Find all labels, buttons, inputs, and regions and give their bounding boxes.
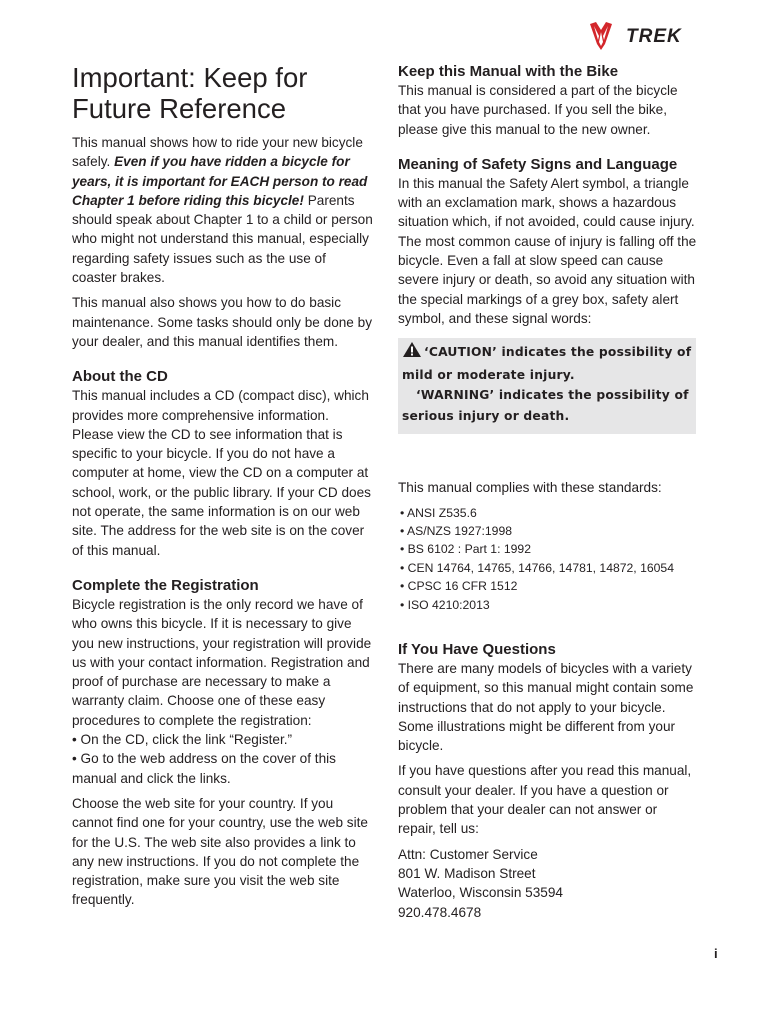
page-number: i	[714, 946, 718, 961]
cd-body: This manual includes a CD (compact disc), which provides more comprehensive information. Please view the CD to see information that is specific to your bicycle. If you do not have a computer at home, view the CD on a computer at school, work, or the public library. If your CD does not operate, the same information is on our web site. The address for the web site is on the cover of this manual.	[72, 388, 371, 558]
address-city: Waterloo, Wisconsin 53594	[398, 885, 563, 901]
list-item: • AS/NZS 1927:1998	[400, 523, 512, 538]
safety-signs-body: In this manual the Safety Alert symbol, a triangle with an exclamation mark, shows a hazardous situation which, if not avoided, could cause injury. The most common cause of injury is falling off the bicycle. Even a fall at slow speed can cause severe injury or death, so avoid any situation with the special markings of a grey box, safety alert symbol, and these signal words:	[398, 175, 697, 326]
safety-callout-box	[398, 338, 696, 434]
intro-text-a: This manual shows how to ride your new bicycle safely.	[72, 135, 363, 170]
cd-heading: About the CD	[72, 368, 168, 386]
trek-logo-icon	[588, 20, 734, 52]
list-item: • ISO 4210:2013	[400, 597, 490, 612]
left-column	[72, 62, 374, 910]
list-item: • BS 6102 : Part 1: 1992	[400, 542, 531, 557]
address-phone: 920.478.4678	[398, 904, 482, 920]
address-street: 801 W. Madison Street	[398, 865, 536, 881]
list-item: • ANSI Z535.6	[400, 505, 477, 520]
right-column	[398, 62, 698, 922]
standards-list	[398, 504, 698, 614]
caution-line	[402, 341, 692, 385]
warning-triangle-icon	[402, 341, 422, 365]
caution-text: ‘CAUTION’ indicates the possibility of mild or moderate injury.	[402, 345, 692, 382]
warning-text: ‘WARNING’ indicates the possibility of serious injury or death.	[402, 388, 689, 423]
page-title: Important: Keep for Future Reference	[72, 62, 308, 124]
trek-logo	[588, 20, 734, 52]
warning-line	[402, 385, 692, 426]
questions-body-2: If you have questions after you read this manual, consult your dealer. If you have a question or problem that your dealer can not answer or repair, tell us:	[398, 763, 692, 837]
intro-emphasis: Even if you have ridden a bicycle for years, it is important for EACH person to read Chapter 1 before riding this bicycle!	[72, 154, 368, 208]
safety-signs-heading: Meaning of Safety Signs and Language	[398, 155, 678, 173]
list-item: • CPSC 16 CFR 1512	[400, 579, 518, 594]
questions-body-1: There are many models of bicycles with a variety of equipment, so this manual might contain some instructions that do not apply to your bicycle. Some illustrations might be different from your bicycle.	[398, 661, 694, 754]
list-item: • CEN 14764, 14765, 14766, 14781, 14872, 16054	[400, 560, 674, 575]
intro-text-b: Parents should speak about Chapter 1 to a child or person who might not understand this manual, especially regarding safety issues such as the use of coaster brakes.	[72, 192, 373, 286]
keep-manual-body: This manual is considered a part of the bicycle that you have purchased. If you sell the bike, please give this manual to the new owner.	[398, 83, 678, 137]
registration-followup: Choose the web site for your country. If you cannot find one for your country, use the web site for the U.S. The web site also provides a link to any new instructions. If you do not complete the registration, make sure you visit the web site frequently.	[72, 795, 368, 908]
keep-manual-heading: Keep this Manual with the Bike	[398, 63, 619, 80]
standards-intro: This manual complies with these standards:	[398, 480, 662, 496]
maintenance-paragraph: This manual also shows you how to do basic maintenance. Some tasks should only be done by your dealer, and this manual identifies them.	[72, 295, 373, 349]
registration-bullet-web: • Go to the web address on the cover of this manual and click the links.	[72, 751, 336, 786]
registration-bullet-cd: • On the CD, click the link “Register.”	[72, 732, 293, 748]
address-attn: Attn: Customer Service	[398, 846, 538, 862]
questions-heading: If You Have Questions	[398, 641, 556, 658]
address-block	[398, 845, 698, 922]
intro-paragraph	[72, 133, 374, 287]
brand-name: TREK	[626, 26, 682, 47]
registration-heading: Complete the Registration	[72, 576, 259, 594]
registration-body: Bicycle registration is the only record we have of who owns this bicycle. If it is necessary to give you new instructions, your registration will provide us with your contact information. Registration and proof of purchase are necessary to make a warranty claim. Choose one of these easy procedures to complete the registration:	[72, 596, 372, 728]
